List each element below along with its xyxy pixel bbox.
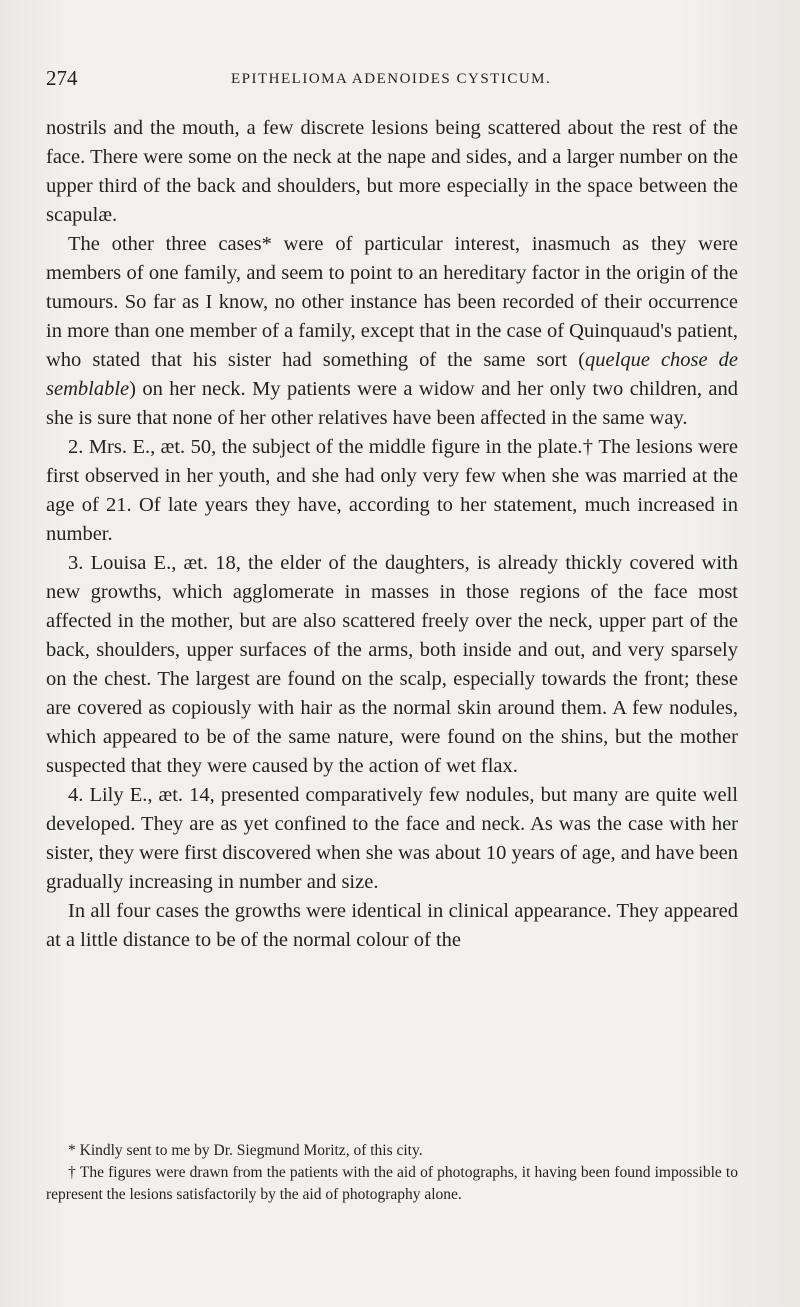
footnote-dagger: † The figures were drawn from the patients with the aid of photographs, it having been found impossible to represent the lesions satisfactorily by the aid of photography alone. — [46, 1164, 738, 1203]
footnote-asterisk: * Kindly sent to me by Dr. Siegmund Moritz, of this city. — [68, 1142, 423, 1159]
italic-quote: quelque chose de semblable — [46, 349, 738, 400]
paragraph-text-before-italic: The other three cases* were of particular interest, inasmuch as they were members of one family, and seem to point to an hereditary factor in the origin of the tumours. So far as I know, no other instance has been recorded of their occurrence in more than one member of a family, except that in the case of Quinquaud's patient, who stated that his sister had something of the same sort ( — [46, 233, 738, 371]
body-text — [46, 114, 738, 955]
page-header — [46, 66, 746, 96]
paragraph-family-cases — [46, 230, 738, 433]
paragraph-case-2: 2. Mrs. E., æt. 50, the subject of the middle figure in the plate.† The lesions were first observed in her youth, and she had only very few when she was married at the age of 21. Of late years they have, according to her statement, much increased in number. — [46, 436, 738, 545]
paragraph-case-3: 3. Louisa E., æt. 18, the elder of the daughters, is already thickly covered with new growths, which agglomerate in masses in those regions of the face most affected in the mother, but are also scattered freely over the neck, upper part of the back, shoulders, upper surfaces of the arms, both inside and out, and very sparsely on the chest. The largest are found on the scalp, especially towards the front; these are covered as copiously with hair as the normal skin around them. A few nodules, which appeared to be of the same nature, were found on the shins, but the mother suspected that they were caused by the action of wet flax. — [46, 552, 738, 777]
footnotes — [46, 1140, 738, 1206]
paragraph-summary: In all four cases the growths were identical in clinical appearance. They appeared at a little distance to be of the normal colour of the — [46, 900, 738, 951]
paragraph-case-4: 4. Lily E., æt. 14, presented comparatively few nodules, but many are quite well developed. They are as yet confined to the face and neck. As was the case with her sister, they were first discovered when she was about 10 years of age, and have been gradually increasing in number and size. — [46, 784, 738, 893]
running-title: EPITHELIOMA ADENOIDES CYSTICUM. — [231, 71, 552, 87]
page-number: 274 — [46, 66, 78, 90]
paragraph-continued: nostrils and the mouth, a few discrete lesions being scattered about the rest of the face. There were some on the neck at the nape and sides, and a larger number on the upper third of the back and shoulders, but more especially in the space between the scapulæ. — [46, 117, 738, 226]
paragraph-text-after-italic: ) on her neck. My patients were a widow and her only two children, and she is sure that none of her other relatives have been affected in the same way. — [46, 378, 738, 429]
